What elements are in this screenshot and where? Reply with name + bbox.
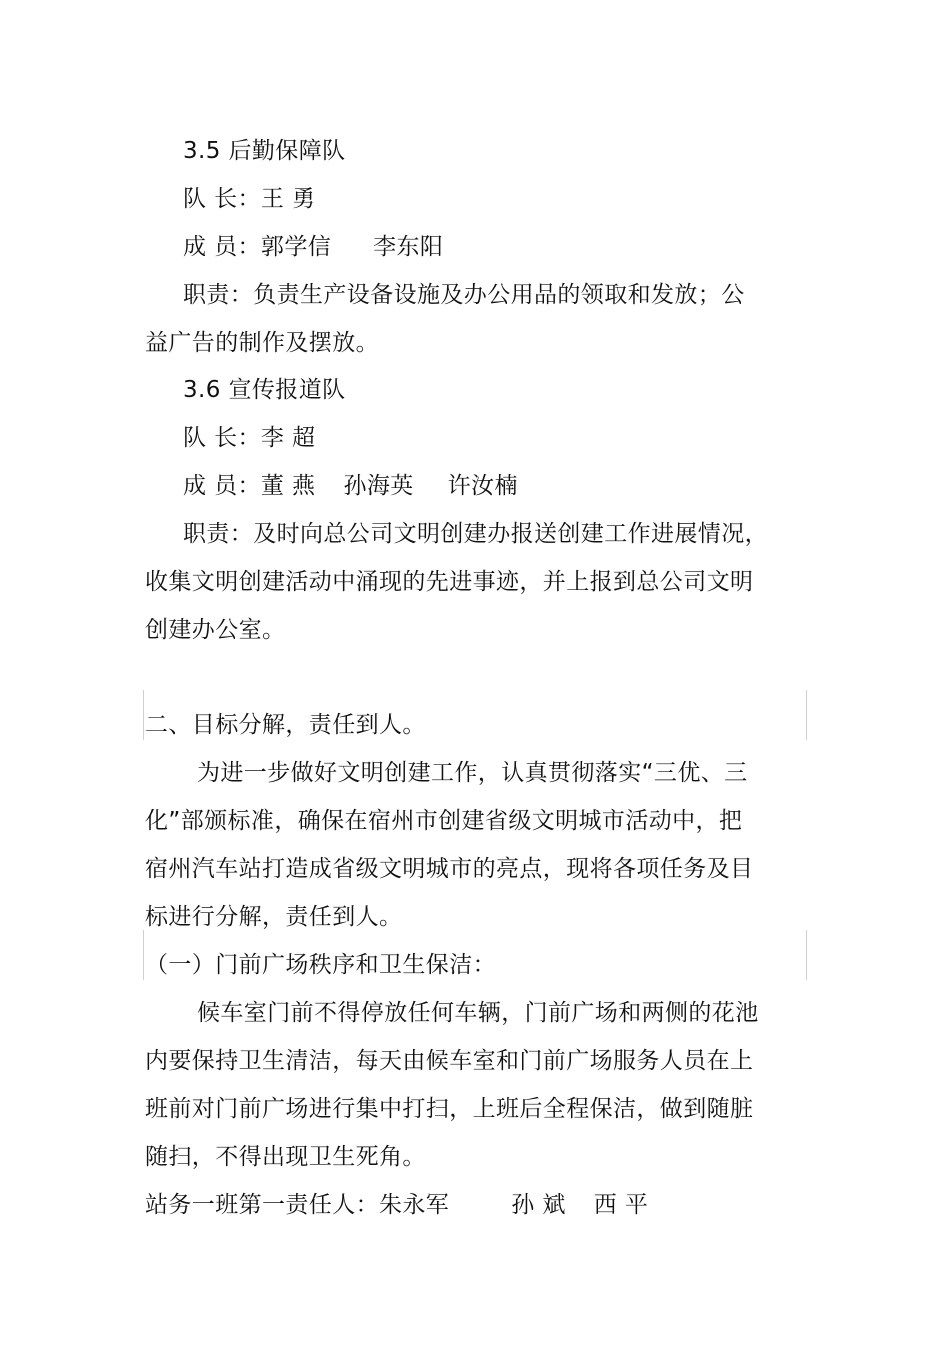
section-3-5-heading: 3.5 后勤保障队 bbox=[183, 138, 346, 164]
responsible-name: 孙 斌 bbox=[511, 1192, 566, 1218]
members-label: 成 员： bbox=[183, 234, 261, 260]
responsible-name: 朱永军 bbox=[379, 1192, 450, 1218]
section-3-5-duty-line: 益广告的制作及摆放。 bbox=[145, 330, 379, 356]
section-3-6-duty-line: 收集文明创建活动中涌现的先进事迹，并上报到总公司文明 bbox=[145, 569, 754, 595]
margin-bar bbox=[143, 690, 144, 740]
subsection-1-paragraph-line: 候车室门前不得停放任何车辆，门前广场和两侧的花池 bbox=[197, 1000, 759, 1026]
member-name: 孙海英 bbox=[343, 473, 414, 499]
section-3-6-members-row bbox=[183, 471, 518, 501]
responsible-row bbox=[145, 1190, 648, 1220]
section-3-6-leader-row bbox=[183, 423, 315, 453]
subsection-1-heading: （一）门前广场秩序和卫生保洁： bbox=[145, 952, 496, 978]
section-2-paragraph-line: 为进一步做好文明创建工作，认真贯彻落实“三优、三 bbox=[197, 760, 748, 786]
leader-label: 队 长： bbox=[183, 425, 261, 451]
leader-name: 王 勇 bbox=[260, 186, 316, 212]
member-name: 许汝楠 bbox=[447, 473, 518, 499]
responsible-name: 西 平 bbox=[593, 1192, 649, 1218]
responsible-label: 站务一班第一责任人： bbox=[145, 1192, 379, 1218]
member-name: 董 燕 bbox=[260, 473, 316, 499]
section-2-heading: 二、目标分解，责任到人。 bbox=[145, 712, 426, 738]
section-3-6-duty-line: 创建办公室。 bbox=[145, 617, 286, 643]
members-label: 成 员： bbox=[183, 473, 261, 499]
subsection-1-paragraph-line: 内要保持卫生清洁，每天由候车室和门前广场服务人员在上 bbox=[145, 1048, 754, 1074]
section-3-5-members-row bbox=[183, 232, 443, 262]
subsection-1-paragraph-line: 班前对门前广场进行集中打扫，上班后全程保洁，做到随脏 bbox=[145, 1096, 754, 1122]
section-2-paragraph-line: 宿州汽车站打造成省级文明城市的亮点，现将各项任务及目 bbox=[145, 856, 754, 882]
section-3-6-duty-line: 职责：及时向总公司文明创建办报送创建工作进展情况， bbox=[183, 521, 768, 547]
section-3-5-duty-line: 职责：负责生产设备设施及办公用品的领取和发放；公 bbox=[183, 282, 745, 308]
section-3-5-leader-row bbox=[183, 184, 315, 214]
section-3-6-heading: 3.6 宣传报道队 bbox=[183, 377, 346, 403]
member-name: 郭学信 bbox=[260, 234, 332, 260]
margin-bar bbox=[806, 690, 807, 740]
subsection-1-paragraph-line: 随扫，不得出现卫生死角。 bbox=[145, 1144, 426, 1170]
member-name: 李东阳 bbox=[373, 234, 444, 260]
margin-bar bbox=[143, 930, 144, 980]
leader-name: 李 超 bbox=[260, 425, 316, 451]
leader-label: 队 长： bbox=[183, 186, 261, 212]
section-2-paragraph-line: 化”部颁标准，确保在宿州市创建省级文明城市活动中，把 bbox=[145, 808, 743, 834]
section-2-paragraph-line: 标进行分解，责任到人。 bbox=[145, 904, 403, 930]
margin-bar bbox=[806, 930, 807, 980]
